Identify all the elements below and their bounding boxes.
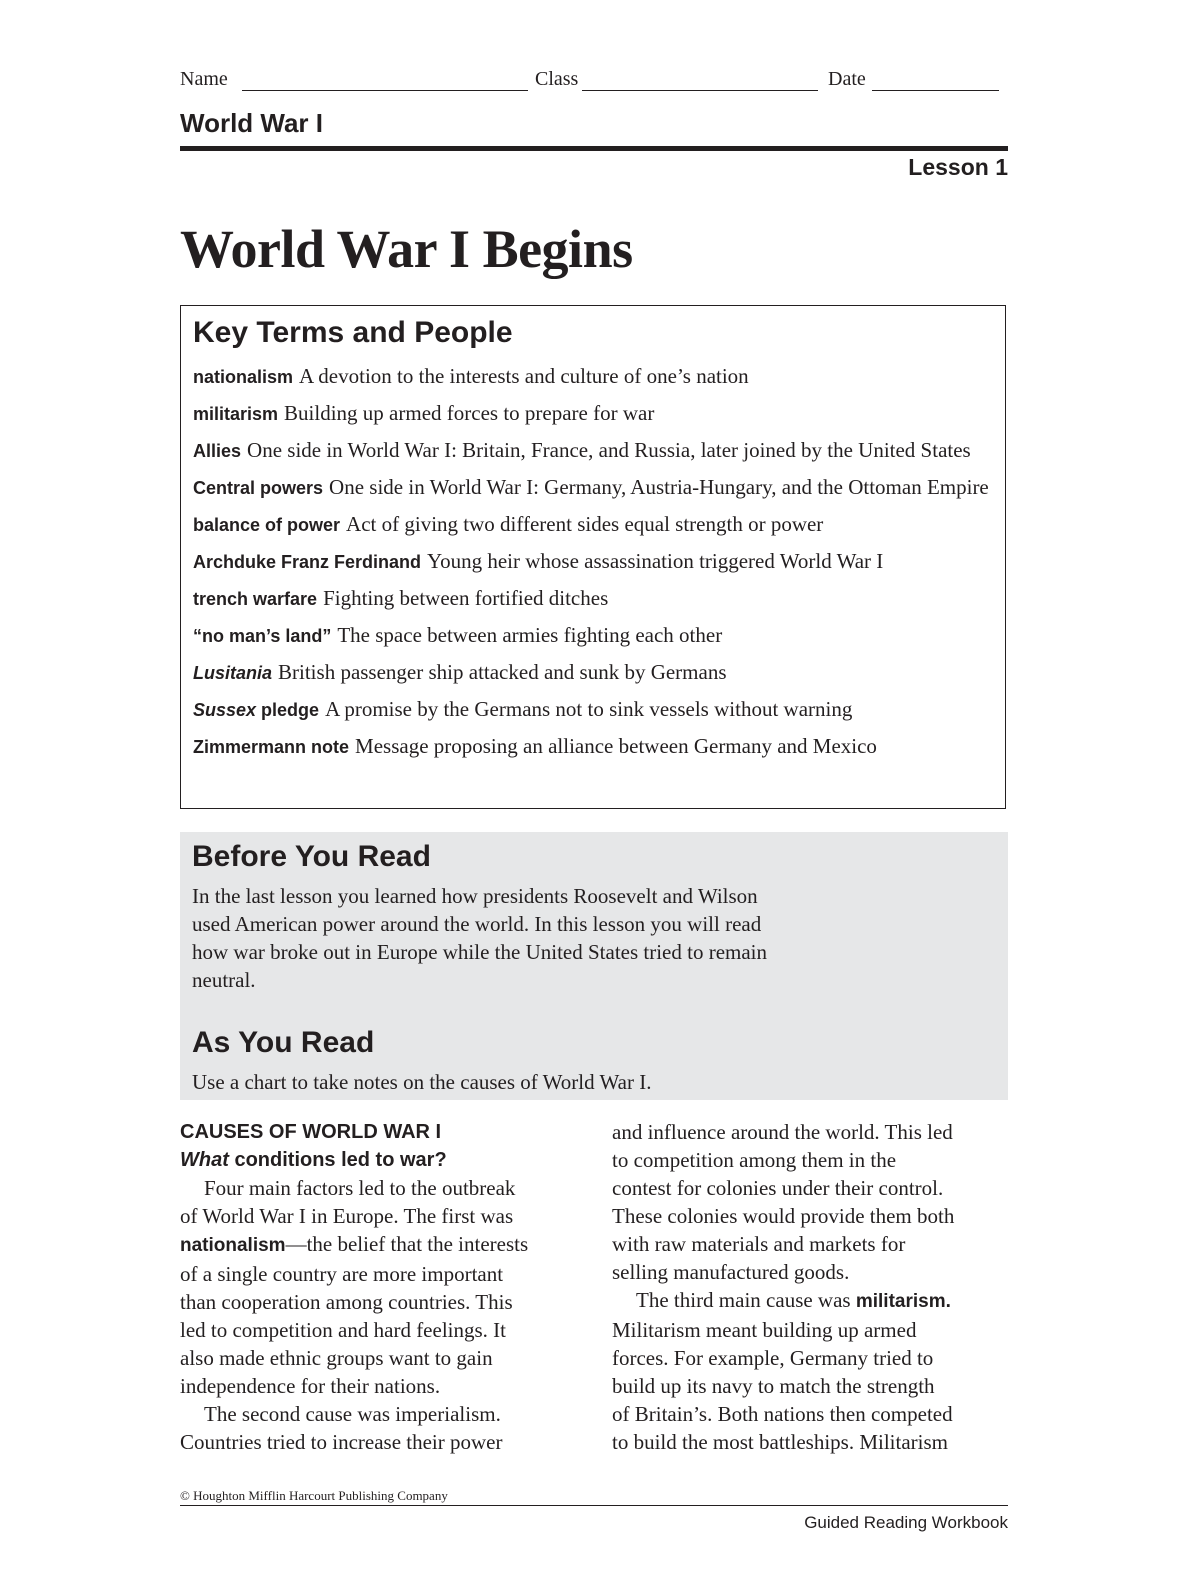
before-you-read-line: In the last lesson you learned how presidents Roosevelt and Wilson xyxy=(192,884,758,908)
term-nationalism: nationalism xyxy=(180,1235,286,1256)
paragraph-fragment: The third main cause was xyxy=(636,1288,856,1312)
paragraph-line: Militarism meant building up armed xyxy=(612,1318,917,1342)
key-term xyxy=(193,737,349,757)
key-term-definition: British passenger ship attacked and sunk by Germans xyxy=(278,660,727,684)
workbook-title: Guided Reading Workbook xyxy=(804,1513,1008,1532)
before-you-read-line: neutral. xyxy=(192,968,256,992)
section-question-rest: conditions led to war? xyxy=(228,1149,447,1171)
key-term-definition: Message proposing an alliance between Germany and Mexico xyxy=(355,734,877,758)
key-term-item xyxy=(193,362,993,391)
paragraph-line: build up its navy to match the strength xyxy=(612,1374,935,1398)
key-term-definition: A devotion to the interests and culture of one’s nation xyxy=(299,364,749,388)
key-term-italic: Sussex xyxy=(193,700,257,720)
date-blank xyxy=(872,90,999,91)
key-term-item xyxy=(193,436,993,465)
term-militarism: militarism. xyxy=(855,1291,951,1312)
key-term-definition: Act of giving two different sides equal strength or power xyxy=(346,512,824,536)
paragraph-line: The second cause was imperialism. xyxy=(204,1402,501,1426)
paragraph-line: with raw materials and markets for xyxy=(612,1232,906,1256)
name-blank xyxy=(242,90,528,91)
key-term-item xyxy=(193,695,993,724)
before-you-read-line: how war broke out in Europe while the United States tried to remain xyxy=(192,940,768,964)
key-term-text: Allies xyxy=(193,441,242,461)
right-column xyxy=(612,1118,1012,1456)
paragraph-line xyxy=(180,1230,590,1260)
key-term xyxy=(193,700,319,720)
as-you-read-heading: As You Read xyxy=(192,1026,375,1059)
key-term-text: trench warfare xyxy=(193,589,318,609)
key-term-item xyxy=(193,584,993,613)
key-term xyxy=(193,552,421,572)
key-terms-list xyxy=(193,362,993,769)
paragraph-line: contest for colonies under their control. xyxy=(612,1176,944,1200)
lesson-number: Lesson 1 xyxy=(908,154,1008,180)
key-terms-box xyxy=(180,305,1006,809)
key-term-text: militarism xyxy=(193,404,279,424)
key-term-definition: A promise by the Germans not to sink vessels without warning xyxy=(325,697,853,721)
key-term-text: balance of power xyxy=(193,515,341,535)
paragraph-line: also made ethnic groups want to gain xyxy=(180,1346,493,1370)
key-term-text: Central powers xyxy=(193,478,324,498)
key-term xyxy=(193,515,340,535)
name-label: Name xyxy=(180,68,228,90)
key-term-text: “no man’s land” xyxy=(193,626,332,646)
section-question-italic: What xyxy=(180,1149,229,1171)
key-term xyxy=(193,404,278,424)
key-term xyxy=(193,441,241,461)
key-term xyxy=(193,367,293,387)
key-term-definition: The space between armies fighting each other xyxy=(337,623,723,647)
class-label: Class xyxy=(535,68,579,90)
paragraph-line: forces. For example, Germany tried to xyxy=(612,1346,934,1370)
reading-guide-box xyxy=(180,832,1008,1100)
student-info-row xyxy=(180,66,1008,94)
left-column xyxy=(180,1118,590,1456)
paragraph-line: and influence around the world. This led xyxy=(612,1120,953,1144)
key-term-item xyxy=(193,473,993,502)
key-term-text: pledge xyxy=(256,700,320,720)
paragraph-line: of a single country are more important xyxy=(180,1262,504,1286)
key-term-item xyxy=(193,547,993,576)
paragraph-line xyxy=(612,1286,1012,1316)
key-term-text: Zimmermann note xyxy=(193,737,350,757)
key-term-definition: One side in World War I: Britain, France, and Russia, later joined by the United States xyxy=(247,438,971,462)
section-question xyxy=(180,1146,590,1174)
paragraph-line: selling manufactured goods. xyxy=(612,1260,850,1284)
paragraph-line: of World War I in Europe. The first was xyxy=(180,1204,514,1228)
unit-title: World War I xyxy=(180,108,323,138)
key-term-item xyxy=(193,510,993,539)
key-term-item xyxy=(193,658,993,687)
paragraph-line: led to competition and hard feelings. It xyxy=(180,1318,506,1342)
before-you-read-heading: Before You Read xyxy=(192,840,431,873)
paragraph-line: Four main factors led to the outbreak xyxy=(204,1176,516,1200)
paragraph-line: independence for their nations. xyxy=(180,1374,441,1398)
key-term-definition: Building up armed forces to prepare for war xyxy=(284,401,655,425)
key-term-definition: Young heir whose assassination triggered World War I xyxy=(427,549,884,573)
paragraph-line: than cooperation among countries. This xyxy=(180,1290,513,1314)
paragraph-fragment: —the belief that the interests xyxy=(285,1232,529,1256)
key-term xyxy=(193,626,331,646)
paragraph-line: of Britain’s. Both nations then competed xyxy=(612,1402,953,1426)
key-term-definition: One side in World War I: Germany, Austria-Hungary, and the Ottoman Empire xyxy=(329,475,989,499)
key-term-item xyxy=(193,732,993,761)
copyright-notice: © Houghton Mifflin Harcourt Publishing Company xyxy=(180,1488,448,1503)
paragraph-line: Countries tried to increase their power xyxy=(180,1430,503,1454)
key-term-text: Archduke Franz Ferdinand xyxy=(193,552,422,572)
paragraph-line: to competition among them in the xyxy=(612,1148,897,1172)
key-term xyxy=(193,589,317,609)
key-term-italic: Lusitania xyxy=(193,663,273,683)
key-terms-heading: Key Terms and People xyxy=(193,316,513,349)
header-rule xyxy=(180,146,1008,151)
date-label: Date xyxy=(828,68,866,90)
before-you-read-line: used American power around the world. In this lesson you will read xyxy=(192,912,762,936)
key-term-item xyxy=(193,399,993,428)
paragraph-line: These colonies would provide them both xyxy=(612,1204,955,1228)
class-blank xyxy=(582,90,818,91)
lesson-title: World War I Begins xyxy=(180,219,633,279)
as-you-read-text: Use a chart to take notes on the causes of World War I. xyxy=(192,1070,652,1094)
paragraph-line: to build the most battleships. Militarism xyxy=(612,1430,948,1454)
section-heading: CAUSES OF WORLD WAR I xyxy=(180,1121,442,1143)
key-term xyxy=(193,478,323,498)
key-term-item xyxy=(193,621,993,650)
footer-rule xyxy=(180,1505,1008,1506)
key-term-definition: Fighting between fortified ditches xyxy=(323,586,609,610)
key-term-text: nationalism xyxy=(193,367,294,387)
key-term xyxy=(193,663,272,683)
before-you-read-text xyxy=(192,882,767,994)
